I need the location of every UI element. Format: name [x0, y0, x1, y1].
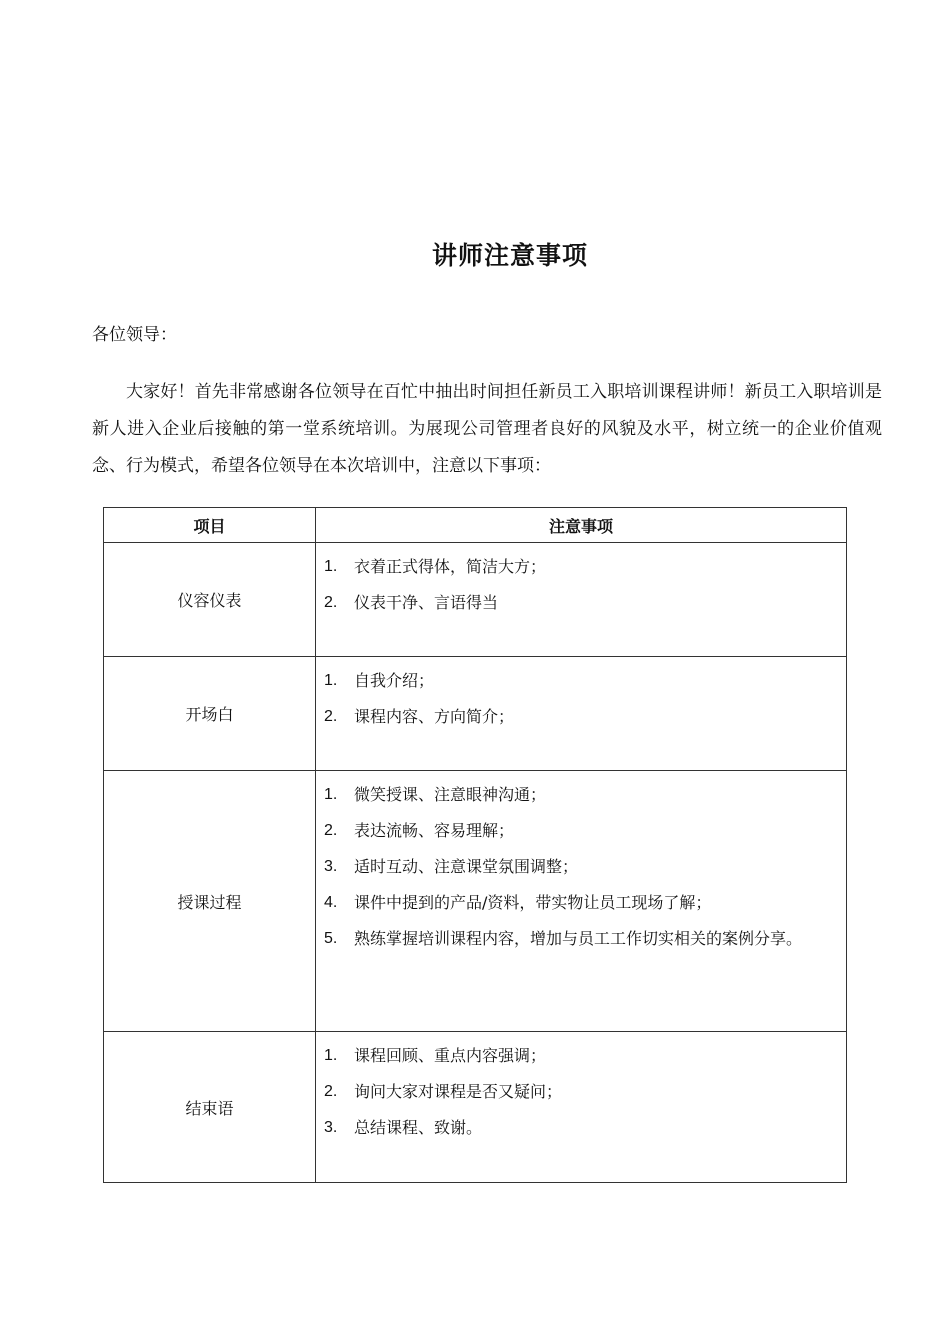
list-item-number: 2. [324, 708, 338, 725]
intro-paragraph: 大家好！首先非常感谢各位领导在百忙中抽出时间担任新员工入职培训课程讲师！新员工入职培训是新人进入企业后接触的第一堂系统培训。为展现公司管理者良好的风貌及水平，树立统一的企业价值观念、行为模式，希望各位领导在本次培训中，注意以下事项： [92, 382, 882, 476]
note-list [324, 1038, 836, 1146]
table-row [104, 1032, 847, 1183]
list-item-number: 2. [324, 1083, 338, 1100]
notes-table [103, 507, 847, 1183]
notes-cell [316, 1032, 847, 1183]
greeting: 各位领导： [92, 325, 177, 345]
list-item-text: 微笑授课、注意眼神沟通； [354, 785, 547, 804]
table-header-row [104, 508, 847, 543]
notes-cell [316, 771, 847, 1032]
list-item [324, 777, 836, 813]
list-item-text: 适时互动、注意课堂氛围调整； [354, 857, 579, 876]
list-item-text: 仪表干净、言语得当 [354, 593, 499, 612]
item-cell: 仪容仪表 [104, 543, 316, 657]
list-item-number: 1. [324, 786, 338, 803]
note-list [324, 549, 836, 621]
list-item [324, 1074, 836, 1110]
list-item-text: 熟练掌握培训课程内容，增加与员工工作切实相关的案例分享。 [354, 929, 803, 948]
item-cell: 开场白 [104, 657, 316, 771]
notes-cell [316, 657, 847, 771]
list-item-number: 1. [324, 558, 338, 575]
page-title: 讲师注意事项 [431, 241, 588, 270]
list-item-text: 总结课程、致谢。 [354, 1118, 483, 1137]
note-list [324, 663, 836, 735]
list-item [324, 885, 836, 921]
list-item [324, 549, 836, 585]
list-item [324, 849, 836, 885]
item-cell: 结束语 [104, 1032, 316, 1183]
table-row [104, 657, 847, 771]
list-item [324, 921, 836, 957]
list-item [324, 1110, 836, 1146]
list-item-number: 2. [324, 822, 338, 839]
list-item-number: 3. [324, 858, 338, 875]
list-item-number: 1. [324, 672, 338, 689]
list-item [324, 699, 836, 735]
list-item-text: 表达流畅、容易理解； [354, 821, 515, 840]
list-item-number: 5. [324, 930, 338, 947]
list-item-text: 自我介绍； [354, 671, 435, 690]
header-item: 项目 [104, 508, 316, 543]
header-notes: 注意事项 [316, 508, 847, 543]
list-item [324, 1038, 836, 1074]
list-item-text: 课程内容、方向简介； [354, 707, 515, 726]
list-item-text: 课件中提到的产品/资料，带实物让员工现场了解； [354, 893, 712, 912]
list-item-text: 课程回顾、重点内容强调； [354, 1046, 547, 1065]
list-item-number: 2. [324, 594, 338, 611]
table-row [104, 543, 847, 657]
notes-cell [316, 543, 847, 657]
list-item [324, 585, 836, 621]
item-cell: 授课过程 [104, 771, 316, 1032]
list-item-text: 衣着正式得体，简洁大方； [354, 557, 547, 576]
list-item-number: 1. [324, 1047, 338, 1064]
list-item-text: 询问大家对课程是否又疑问； [354, 1082, 563, 1101]
note-list [324, 777, 836, 957]
list-item-number: 4. [324, 894, 338, 911]
table-row [104, 771, 847, 1032]
list-item [324, 663, 836, 699]
list-item-number: 3. [324, 1119, 338, 1136]
list-item [324, 813, 836, 849]
